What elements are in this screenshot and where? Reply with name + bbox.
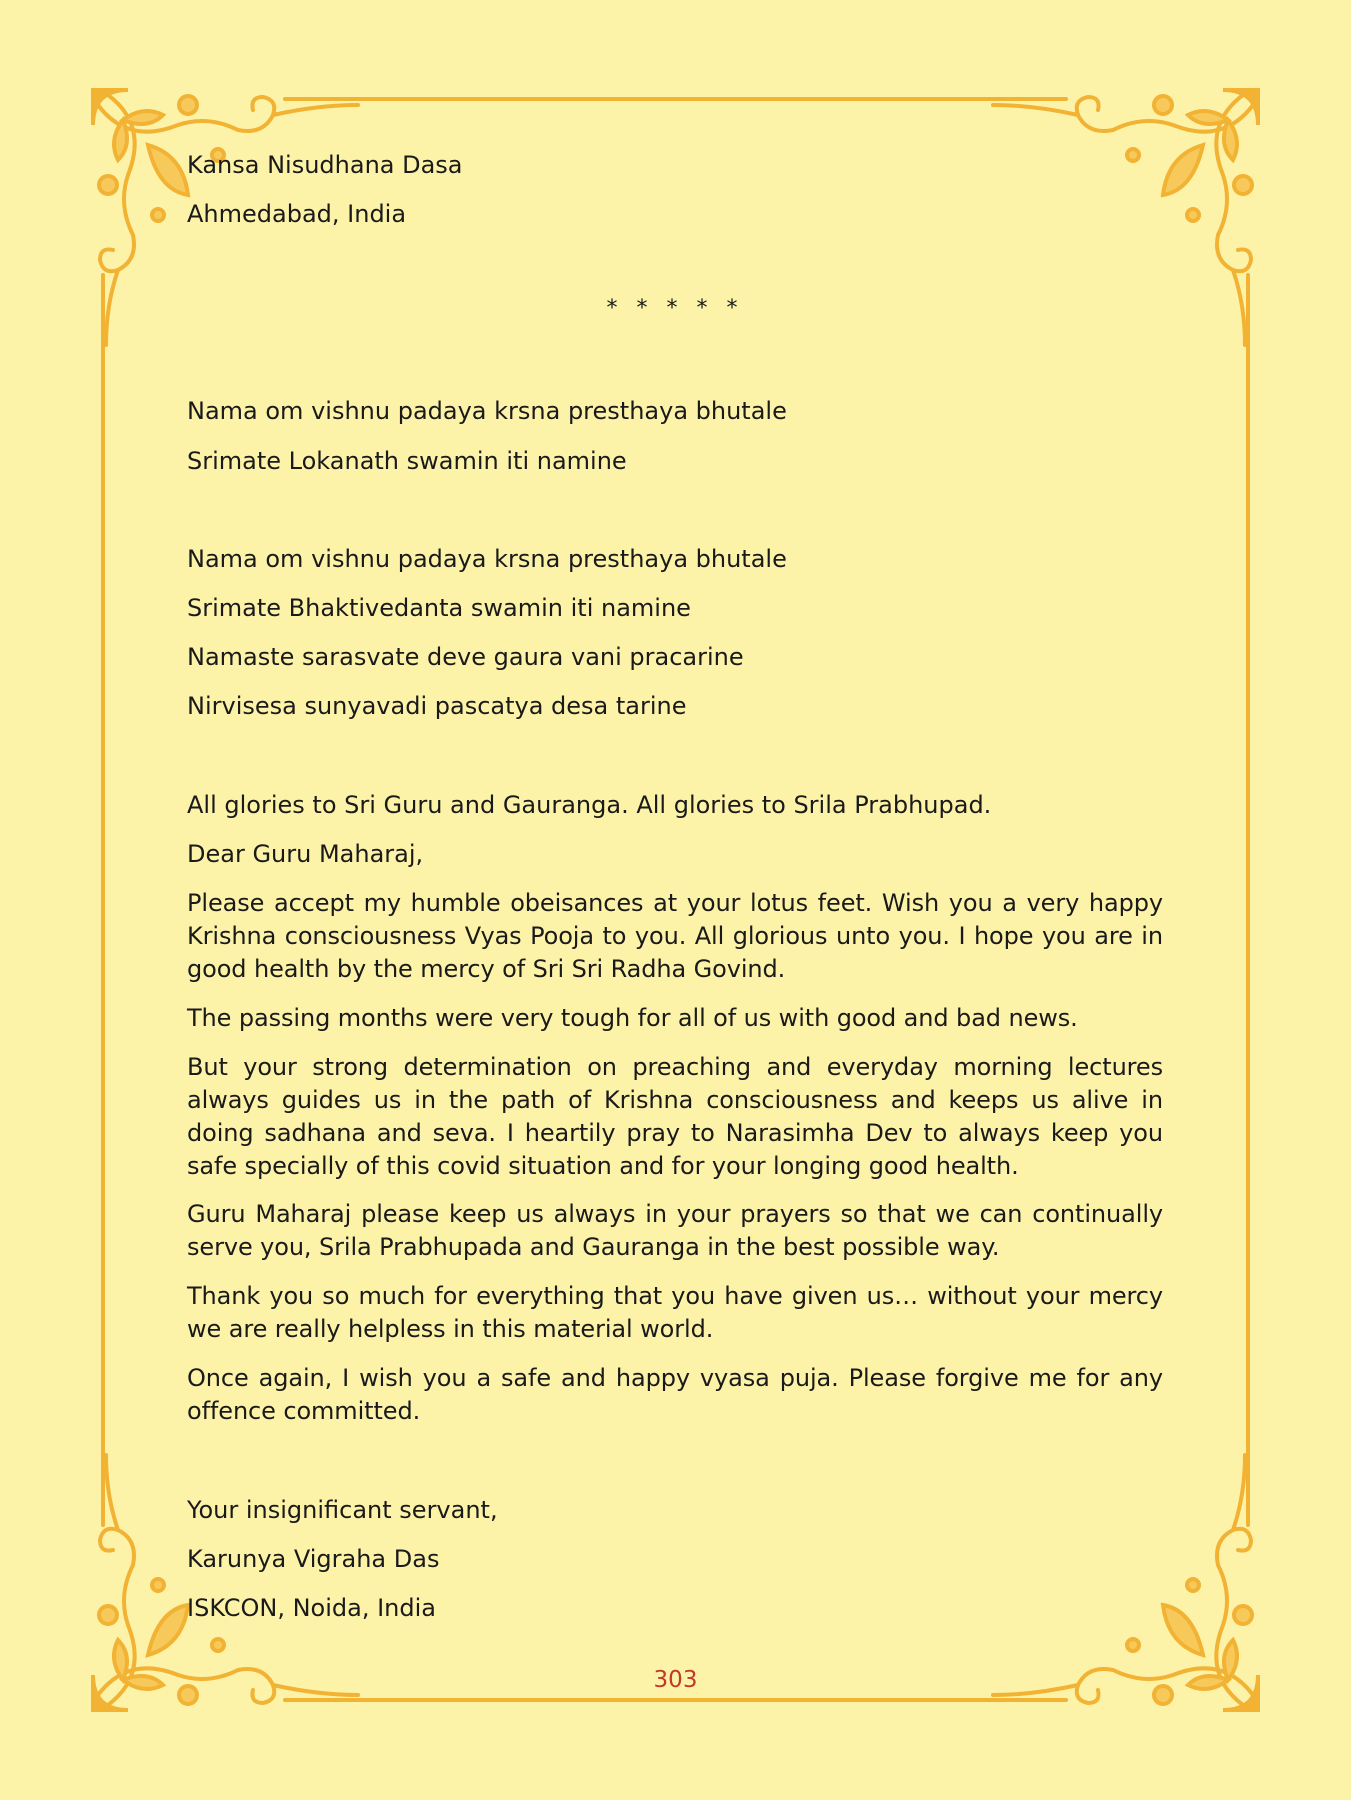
paragraph: Please accept my humble obeisances at your lotus feet. Wish you a very happy Krishna consciousness Vyas Pooja to you. All glorious unto you. I hope you are in good health by the mercy of Sri Sri Radha Govind.: [187, 889, 1163, 983]
paragraph: Once again, I wish you a safe and happy vyasa puja. Please forgive me for any offence committed.: [187, 1364, 1163, 1425]
prayer-line: Srimate Bhaktivedanta swamin iti namine: [187, 594, 691, 622]
paragraph: Guru Maharaj please keep us always in your prayers so that we can continually serve you, Srila Prabhupada and Gauranga in the best possible way.: [187, 1200, 1163, 1261]
signature-name: Karunya Vigraha Das: [187, 1545, 440, 1573]
paragraph: The passing months were very tough for all of us with good and bad news.: [187, 1004, 1078, 1032]
prayer-line: Nama om vishnu padaya krsna presthaya bhutale: [187, 397, 787, 425]
paragraph: Thank you so much for everything that you have given us… without your mercy we are really helpless in this material world.: [187, 1282, 1163, 1343]
author-name: Kansa Nisudhana Dasa: [187, 151, 463, 179]
prayer-line: Nirvisesa sunyavadi pascatya desa tarine: [187, 692, 687, 720]
page-number: 303: [653, 1667, 698, 1693]
signature-location: ISKCON, Noida, India: [187, 1594, 436, 1622]
prayer-line: Nama om vishnu padaya krsna presthaya bhutale: [187, 545, 787, 573]
salutation: Dear Guru Maharaj,: [187, 840, 424, 868]
separator-stars: * * * * *: [606, 296, 744, 321]
signature-closing: Your insignificant servant,: [187, 1496, 498, 1524]
prayer-line: Namaste sarasvate deve gaura vani pracarine: [187, 643, 744, 671]
prayer-line: Srimate Lokanath swamin iti namine: [187, 447, 627, 475]
greeting: All glories to Sri Guru and Gauranga. All glories to Srila Prabhupad.: [187, 791, 992, 819]
author-location: Ahmedabad, India: [187, 200, 407, 228]
paragraph: But your strong determination on preaching and everyday morning lectures always guides us in the path of Krishna consciousness and keeps us alive in doing sadhana and seva. I heartily pray to Narasimha Dev to always keep you safe specially of this covid situation and for your longing good health.: [187, 1053, 1163, 1180]
